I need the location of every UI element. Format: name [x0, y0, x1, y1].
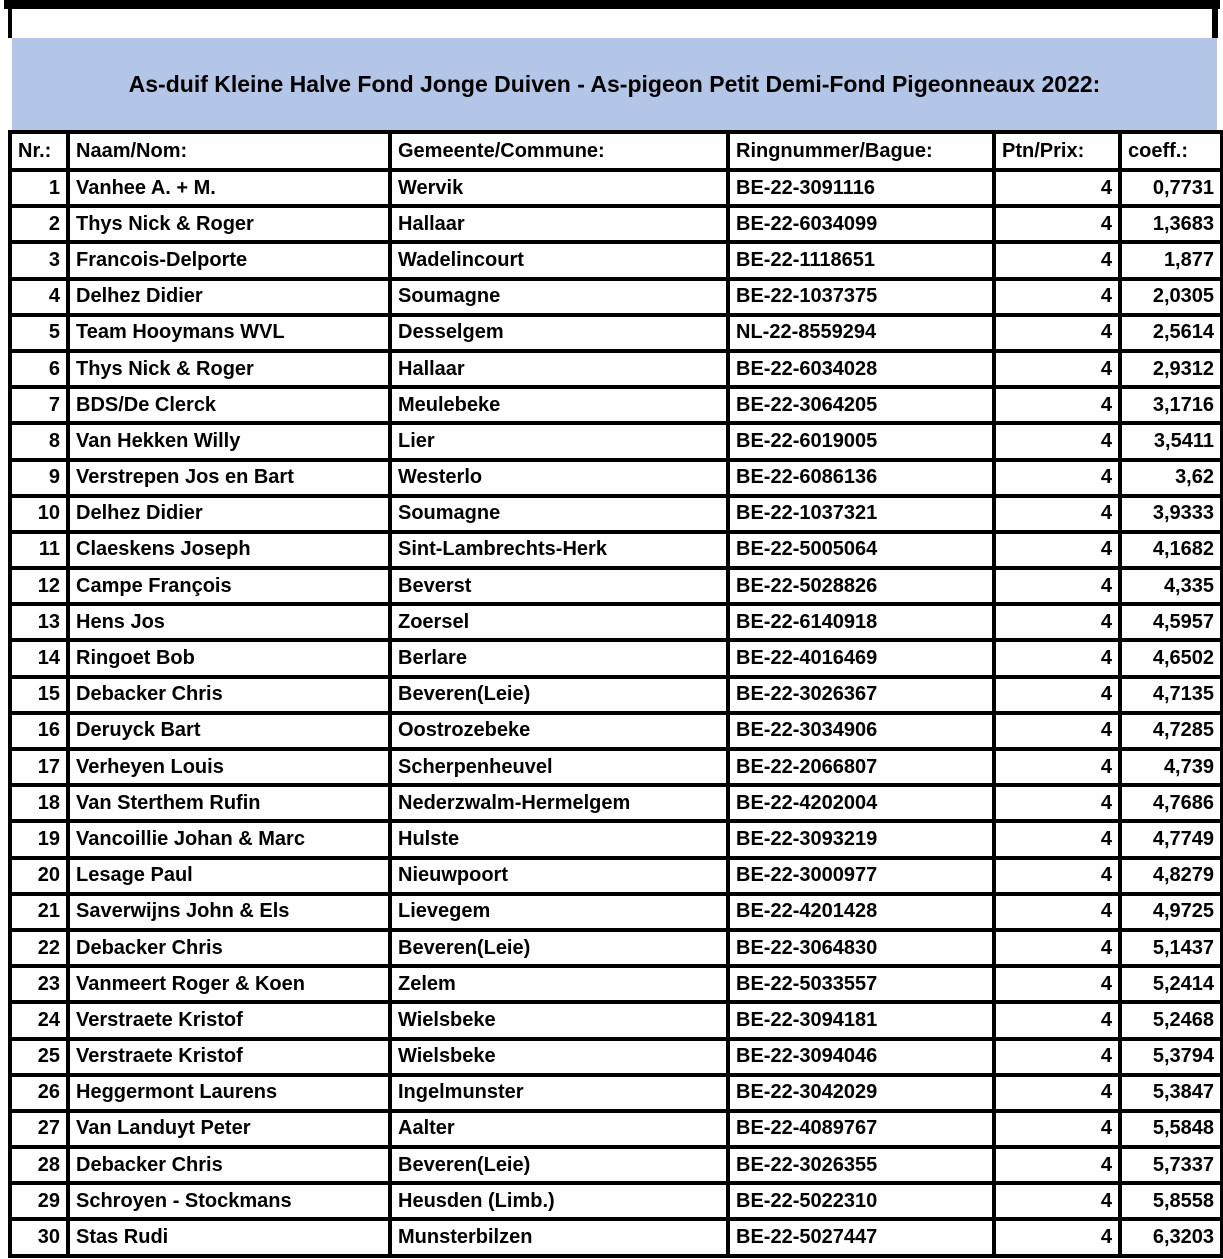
- cell-coeff: 5,3847: [1120, 1075, 1222, 1111]
- table-row: [10, 387, 1222, 423]
- cell-nr: 7: [10, 387, 68, 423]
- cell-ring: BE-22-3091116: [728, 170, 994, 206]
- cell-ring: BE-22-3026355: [728, 1147, 994, 1183]
- cell-commune: Scherpenheuvel: [390, 749, 728, 785]
- cell-points: 4: [994, 966, 1120, 1002]
- cell-points: 4: [994, 279, 1120, 315]
- table-row: [10, 1219, 1222, 1255]
- cell-commune: Aalter: [390, 1111, 728, 1147]
- cell-points: 4: [994, 1219, 1120, 1255]
- table-row: [10, 206, 1222, 242]
- top-border-bar: [4, 0, 1220, 9]
- cell-commune: Oostrozebeke: [390, 713, 728, 749]
- cell-coeff: 4,7135: [1120, 677, 1222, 713]
- cell-nr: 19: [10, 821, 68, 857]
- results-table: [8, 130, 1223, 1258]
- cell-nr: 25: [10, 1039, 68, 1075]
- cell-name: Vanmeert Roger & Koen: [68, 966, 390, 1002]
- table-row: [10, 677, 1222, 713]
- cell-nr: 29: [10, 1183, 68, 1219]
- cell-commune: Hallaar: [390, 206, 728, 242]
- cell-points: 4: [994, 170, 1120, 206]
- right-border-segment: [1212, 9, 1218, 38]
- cell-nr: 4: [10, 279, 68, 315]
- cell-points: 4: [994, 460, 1120, 496]
- cell-name: Van Sterthem Rufin: [68, 785, 390, 821]
- cell-ring: BE-22-1037321: [728, 496, 994, 532]
- left-border-segment: [8, 9, 12, 38]
- cell-ring: BE-22-3026367: [728, 677, 994, 713]
- cell-commune: Soumagne: [390, 279, 728, 315]
- column-header-name: Naam/Nom:: [68, 132, 390, 170]
- table-row: [10, 279, 1222, 315]
- cell-coeff: 2,9312: [1120, 351, 1222, 387]
- cell-coeff: 5,1437: [1120, 930, 1222, 966]
- table-row: [10, 170, 1222, 206]
- cell-ring: BE-22-3042029: [728, 1075, 994, 1111]
- cell-points: 4: [994, 496, 1120, 532]
- table-row: [10, 242, 1222, 278]
- cell-points: 4: [994, 1147, 1120, 1183]
- cell-ring: BE-22-3094181: [728, 1002, 994, 1038]
- cell-name: Debacker Chris: [68, 1147, 390, 1183]
- cell-coeff: 4,8279: [1120, 858, 1222, 894]
- table-row: [10, 1183, 1222, 1219]
- cell-commune: Beveren(Leie): [390, 930, 728, 966]
- cell-name: Schroyen - Stockmans: [68, 1183, 390, 1219]
- cell-name: Thys Nick & Roger: [68, 351, 390, 387]
- cell-name: Debacker Chris: [68, 677, 390, 713]
- cell-coeff: 4,9725: [1120, 894, 1222, 930]
- table-row: [10, 640, 1222, 676]
- cell-coeff: 3,5411: [1120, 423, 1222, 459]
- cell-commune: Desselgem: [390, 315, 728, 351]
- cell-points: 4: [994, 532, 1120, 568]
- cell-coeff: 2,0305: [1120, 279, 1222, 315]
- table-row: [10, 894, 1222, 930]
- table-row: [10, 821, 1222, 857]
- table-row: [10, 713, 1222, 749]
- cell-commune: Lier: [390, 423, 728, 459]
- cell-points: 4: [994, 677, 1120, 713]
- cell-nr: 10: [10, 496, 68, 532]
- column-header-points: Ptn/Prix:: [994, 132, 1120, 170]
- cell-nr: 1: [10, 170, 68, 206]
- cell-commune: Heusden (Limb.): [390, 1183, 728, 1219]
- cell-ring: BE-22-6140918: [728, 604, 994, 640]
- cell-name: Verstraete Kristof: [68, 1002, 390, 1038]
- cell-name: Deruyck Bart: [68, 713, 390, 749]
- cell-points: 4: [994, 930, 1120, 966]
- cell-coeff: 4,335: [1120, 568, 1222, 604]
- cell-points: 4: [994, 206, 1120, 242]
- cell-ring: BE-22-6034099: [728, 206, 994, 242]
- cell-ring: BE-22-5005064: [728, 532, 994, 568]
- cell-nr: 23: [10, 966, 68, 1002]
- column-header-nr: Nr.:: [10, 132, 68, 170]
- cell-nr: 18: [10, 785, 68, 821]
- cell-name: Stas Rudi: [68, 1219, 390, 1255]
- cell-commune: Soumagne: [390, 496, 728, 532]
- table-row: [10, 1002, 1222, 1038]
- cell-points: 4: [994, 858, 1120, 894]
- cell-commune: Beverst: [390, 568, 728, 604]
- cell-coeff: 5,8558: [1120, 1183, 1222, 1219]
- cell-ring: BE-22-5022310: [728, 1183, 994, 1219]
- cell-points: 4: [994, 894, 1120, 930]
- cell-commune: Beveren(Leie): [390, 677, 728, 713]
- cell-ring: BE-22-3000977: [728, 858, 994, 894]
- cell-coeff: 1,877: [1120, 242, 1222, 278]
- cell-coeff: 1,3683: [1120, 206, 1222, 242]
- cell-commune: Sint-Lambrechts-Herk: [390, 532, 728, 568]
- cell-ring: BE-22-6086136: [728, 460, 994, 496]
- cell-commune: Westerlo: [390, 460, 728, 496]
- cell-name: Verheyen Louis: [68, 749, 390, 785]
- cell-ring: BE-22-6019005: [728, 423, 994, 459]
- table-row: [10, 1147, 1222, 1183]
- cell-ring: NL-22-8559294: [728, 315, 994, 351]
- table-row: [10, 1075, 1222, 1111]
- table-row: [10, 423, 1222, 459]
- cell-ring: BE-22-4016469: [728, 640, 994, 676]
- cell-commune: Lievegem: [390, 894, 728, 930]
- cell-coeff: 4,7749: [1120, 821, 1222, 857]
- cell-ring: BE-22-4201428: [728, 894, 994, 930]
- cell-points: 4: [994, 785, 1120, 821]
- cell-nr: 14: [10, 640, 68, 676]
- page-title: As-duif Kleine Halve Fond Jonge Duiven - As-pigeon Petit Demi-Fond Pigeonneaux 2022:: [128, 70, 1101, 97]
- cell-coeff: 3,9333: [1120, 496, 1222, 532]
- cell-ring: BE-22-3064830: [728, 930, 994, 966]
- cell-coeff: 5,3794: [1120, 1039, 1222, 1075]
- table-row: [10, 604, 1222, 640]
- table-row: [10, 749, 1222, 785]
- cell-coeff: 3,62: [1120, 460, 1222, 496]
- cell-nr: 2: [10, 206, 68, 242]
- table-row: [10, 966, 1222, 1002]
- cell-name: Francois-Delporte: [68, 242, 390, 278]
- cell-coeff: 5,2414: [1120, 966, 1222, 1002]
- cell-coeff: 4,6502: [1120, 640, 1222, 676]
- cell-nr: 26: [10, 1075, 68, 1111]
- cell-commune: Nieuwpoort: [390, 858, 728, 894]
- cell-nr: 15: [10, 677, 68, 713]
- cell-nr: 16: [10, 713, 68, 749]
- cell-name: Campe François: [68, 568, 390, 604]
- cell-coeff: 4,7285: [1120, 713, 1222, 749]
- cell-nr: 22: [10, 930, 68, 966]
- cell-commune: Meulebeke: [390, 387, 728, 423]
- cell-ring: BE-22-3093219: [728, 821, 994, 857]
- cell-points: 4: [994, 604, 1120, 640]
- cell-points: 4: [994, 640, 1120, 676]
- cell-points: 4: [994, 387, 1120, 423]
- cell-coeff: 4,739: [1120, 749, 1222, 785]
- cell-name: Team Hooymans WVL: [68, 315, 390, 351]
- cell-commune: Wielsbeke: [390, 1039, 728, 1075]
- cell-commune: Hulste: [390, 821, 728, 857]
- cell-commune: Wervik: [390, 170, 728, 206]
- title-banner: [12, 38, 1217, 130]
- cell-name: Hens Jos: [68, 604, 390, 640]
- cell-nr: 13: [10, 604, 68, 640]
- cell-name: Vancoillie Johan & Marc: [68, 821, 390, 857]
- cell-ring: BE-22-5028826: [728, 568, 994, 604]
- cell-points: 4: [994, 568, 1120, 604]
- table-row: [10, 496, 1222, 532]
- cell-name: Van Landuyt Peter: [68, 1111, 390, 1147]
- column-header-ring: Ringnummer/Bague:: [728, 132, 994, 170]
- cell-ring: BE-22-6034028: [728, 351, 994, 387]
- cell-points: 4: [994, 1039, 1120, 1075]
- cell-nr: 20: [10, 858, 68, 894]
- cell-points: 4: [994, 1183, 1120, 1219]
- cell-ring: BE-22-5033557: [728, 966, 994, 1002]
- table-row: [10, 532, 1222, 568]
- cell-nr: 6: [10, 351, 68, 387]
- cell-nr: 21: [10, 894, 68, 930]
- cell-ring: BE-22-3094046: [728, 1039, 994, 1075]
- cell-commune: Zoersel: [390, 604, 728, 640]
- cell-commune: Beveren(Leie): [390, 1147, 728, 1183]
- cell-commune: Wadelincourt: [390, 242, 728, 278]
- table-row: [10, 785, 1222, 821]
- cell-coeff: 4,5957: [1120, 604, 1222, 640]
- cell-nr: 5: [10, 315, 68, 351]
- cell-ring: BE-22-5027447: [728, 1219, 994, 1255]
- cell-nr: 28: [10, 1147, 68, 1183]
- cell-nr: 17: [10, 749, 68, 785]
- table-header-row: [10, 132, 1222, 170]
- cell-coeff: 4,7686: [1120, 785, 1222, 821]
- table-row: [10, 460, 1222, 496]
- cell-name: Vanhee A. + M.: [68, 170, 390, 206]
- cell-name: Claeskens Joseph: [68, 532, 390, 568]
- cell-commune: Zelem: [390, 966, 728, 1002]
- cell-name: Van Hekken Willy: [68, 423, 390, 459]
- cell-points: 4: [994, 423, 1120, 459]
- cell-name: BDS/De Clerck: [68, 387, 390, 423]
- cell-commune: Hallaar: [390, 351, 728, 387]
- cell-coeff: 4,1682: [1120, 532, 1222, 568]
- cell-ring: BE-22-1037375: [728, 279, 994, 315]
- cell-ring: BE-22-1118651: [728, 242, 994, 278]
- cell-nr: 8: [10, 423, 68, 459]
- cell-ring: BE-22-4202004: [728, 785, 994, 821]
- cell-points: 4: [994, 821, 1120, 857]
- cell-nr: 27: [10, 1111, 68, 1147]
- table-row: [10, 930, 1222, 966]
- cell-nr: 11: [10, 532, 68, 568]
- cell-points: 4: [994, 713, 1120, 749]
- cell-name: Lesage Paul: [68, 858, 390, 894]
- cell-name: Ringoet Bob: [68, 640, 390, 676]
- column-header-commune: Gemeente/Commune:: [390, 132, 728, 170]
- cell-name: Debacker Chris: [68, 930, 390, 966]
- cell-name: Saverwijns John & Els: [68, 894, 390, 930]
- cell-name: Verstrepen Jos en Bart: [68, 460, 390, 496]
- cell-points: 4: [994, 242, 1120, 278]
- cell-nr: 3: [10, 242, 68, 278]
- cell-points: 4: [994, 315, 1120, 351]
- cell-name: Delhez Didier: [68, 279, 390, 315]
- cell-ring: BE-22-3034906: [728, 713, 994, 749]
- cell-coeff: 0,7731: [1120, 170, 1222, 206]
- column-header-coeff: coeff.:: [1120, 132, 1222, 170]
- cell-commune: Wielsbeke: [390, 1002, 728, 1038]
- cell-ring: BE-22-3064205: [728, 387, 994, 423]
- cell-ring: BE-22-4089767: [728, 1111, 994, 1147]
- cell-points: 4: [994, 1002, 1120, 1038]
- cell-ring: BE-22-2066807: [728, 749, 994, 785]
- cell-coeff: 3,1716: [1120, 387, 1222, 423]
- cell-coeff: 5,7337: [1120, 1147, 1222, 1183]
- cell-coeff: 5,2468: [1120, 1002, 1222, 1038]
- cell-coeff: 6,3203: [1120, 1219, 1222, 1255]
- table-row: [10, 315, 1222, 351]
- table-row: [10, 568, 1222, 604]
- cell-nr: 24: [10, 1002, 68, 1038]
- results-table-body: [10, 170, 1222, 1256]
- cell-commune: Munsterbilzen: [390, 1219, 728, 1255]
- cell-points: 4: [994, 1075, 1120, 1111]
- cell-name: Delhez Didier: [68, 496, 390, 532]
- table-row: [10, 351, 1222, 387]
- cell-nr: 12: [10, 568, 68, 604]
- cell-nr: 30: [10, 1219, 68, 1255]
- table-row: [10, 1039, 1222, 1075]
- cell-nr: 9: [10, 460, 68, 496]
- cell-commune: Berlare: [390, 640, 728, 676]
- cell-name: Verstraete Kristof: [68, 1039, 390, 1075]
- cell-points: 4: [994, 351, 1120, 387]
- cell-commune: Ingelmunster: [390, 1075, 728, 1111]
- cell-coeff: 5,5848: [1120, 1111, 1222, 1147]
- table-row: [10, 858, 1222, 894]
- cell-coeff: 2,5614: [1120, 315, 1222, 351]
- cell-name: Heggermont Laurens: [68, 1075, 390, 1111]
- cell-name: Thys Nick & Roger: [68, 206, 390, 242]
- cell-commune: Nederzwalm-Hermelgem: [390, 785, 728, 821]
- table-row: [10, 1111, 1222, 1147]
- cell-points: 4: [994, 1111, 1120, 1147]
- cell-points: 4: [994, 749, 1120, 785]
